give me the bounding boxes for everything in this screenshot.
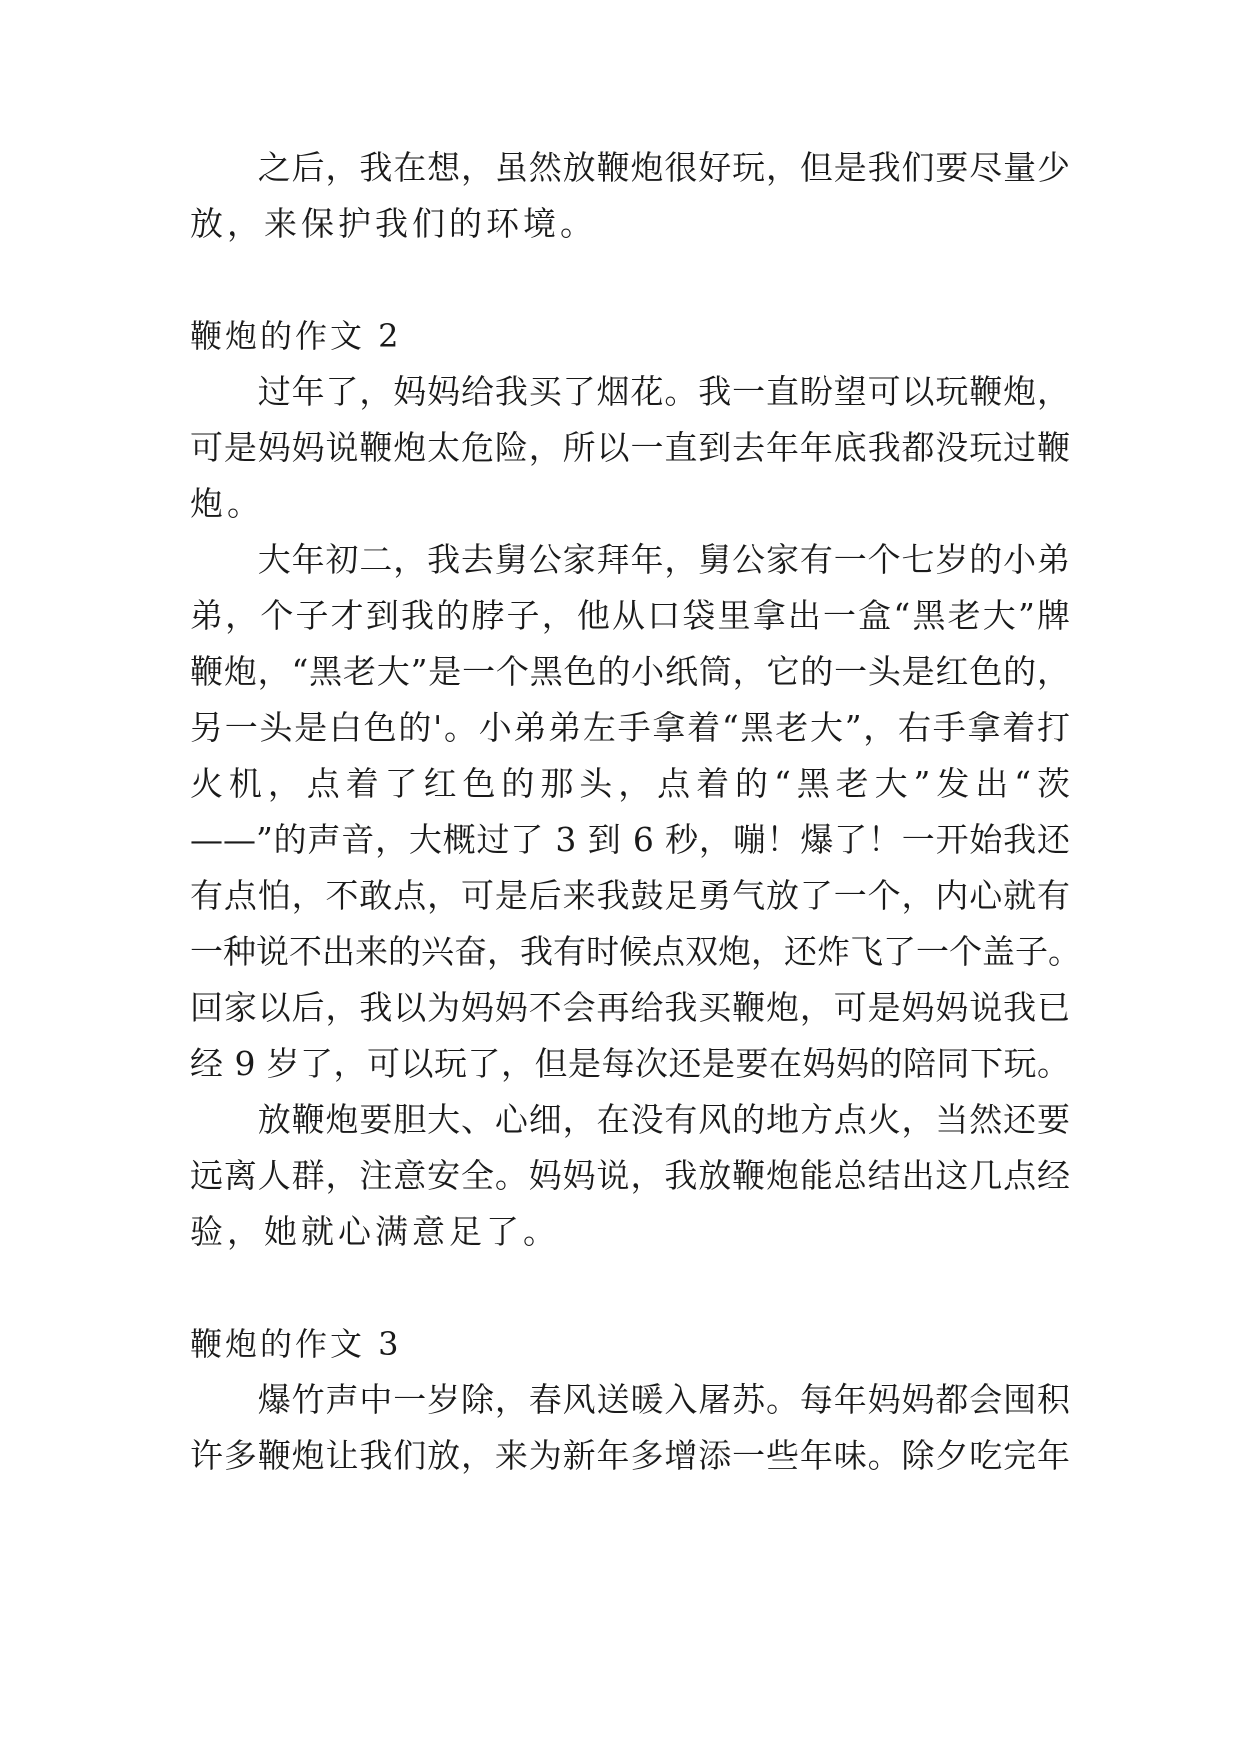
paragraph-line: 大年初二，我去舅公家拜年，舅公家有一个七岁的小弟 [190,540,1070,579]
paragraph-line: 过年了，妈妈给我买了烟花。我一直盼望可以玩鞭炮， [190,372,1070,411]
paragraph-line: 炮。 [190,484,264,523]
section-heading: 鞭炮的作文 2 [190,317,402,355]
paragraph-line: 之后，我在想，虽然放鞭炮很好玩，但是我们要尽量少 [190,148,1070,187]
paragraph-line: 远离人群，注意安全。妈妈说，我放鞭炮能总结出这几点经 [190,1156,1070,1195]
paragraph-line: 放鞭炮要胆大、心细，在没有风的地方点火，当然还要 [190,1100,1070,1139]
paragraph-line: 另一头是白色的'。小弟弟左手拿着“黑老大”，右手拿着打 [190,708,1070,747]
paragraph-line: 放，来保护我们的环境。 [190,204,597,243]
paragraph-line: 有点怕，不敢点，可是后来我鼓足勇气放了一个，内心就有 [190,876,1070,915]
paragraph-line: 火机，点着了红色的那头，点着的“黑老大”发出“茨 [190,764,1070,803]
paragraph-line: 可是妈妈说鞭炮太危险，所以一直到去年年底我都没玩过鞭 [190,428,1070,467]
paragraph-line: 验，她就心满意足了。 [190,1212,560,1251]
paragraph-line: 弟，个子才到我的脖子，他从口袋里拿出一盒“黑老大”牌 [190,596,1070,635]
paragraph-line: ——”的声音，大概过了 3 到 6 秒，嘣！爆了！一开始我还 [190,820,1070,859]
paragraph-line: 许多鞭炮让我们放，来为新年多增添一些年味。除夕吃完年 [190,1436,1070,1475]
paragraph-line: 经 9 岁了，可以玩了，但是每次还是要在妈妈的陪同下玩。 [190,1044,1070,1083]
paragraph-line: 一种说不出来的兴奋，我有时候点双炮，还炸飞了一个盖子。 [190,932,1081,971]
paragraph-line: 爆竹声中一岁除，春风送暖入屠苏。每年妈妈都会囤积 [190,1380,1070,1419]
paragraph-line: 回家以后，我以为妈妈不会再给我买鞭炮，可是妈妈说我已 [190,988,1070,1027]
section-heading: 鞭炮的作文 3 [190,1325,402,1363]
paragraph-line: 鞭炮，“黑老大”是一个黑色的小纸筒，它的一头是红色的， [190,652,1070,691]
